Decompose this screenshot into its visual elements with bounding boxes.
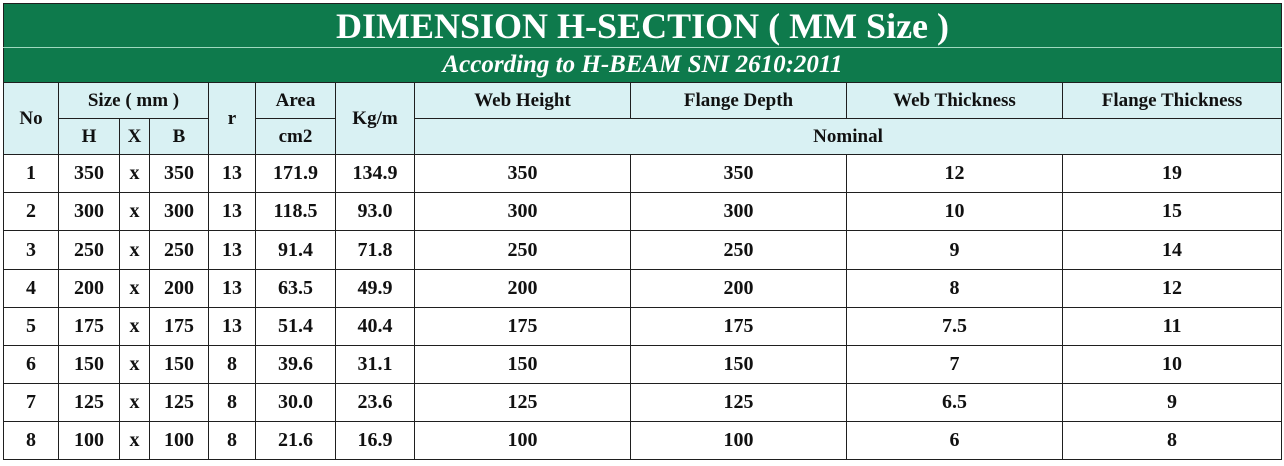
cell-kgm: 134.9 [336, 155, 415, 193]
cell-kgm: 49.9 [336, 269, 415, 307]
cell-kgm: 40.4 [336, 307, 415, 345]
cell-web-thickness: 7.5 [847, 307, 1063, 345]
cell-web-thickness: 6 [847, 421, 1063, 459]
table-row [4, 193, 1282, 231]
header-web-height: Web Height [415, 83, 631, 119]
cell-flange-depth: 150 [631, 345, 847, 383]
cell-x: x [120, 231, 150, 269]
cell-b: 200 [150, 269, 209, 307]
cell-kgm: 23.6 [336, 383, 415, 421]
cell-r: 13 [209, 155, 256, 193]
header-r: r [209, 83, 256, 155]
cell-area: 30.0 [256, 383, 336, 421]
table-row [4, 421, 1282, 459]
cell-h: 125 [59, 383, 120, 421]
cell-flange-depth: 350 [631, 155, 847, 193]
cell-area: 63.5 [256, 269, 336, 307]
cell-kgm: 16.9 [336, 421, 415, 459]
cell-no: 1 [4, 155, 59, 193]
cell-no: 5 [4, 307, 59, 345]
header-kgm: Kg/m [336, 83, 415, 155]
cell-web-thickness: 6.5 [847, 383, 1063, 421]
cell-kgm: 31.1 [336, 345, 415, 383]
cell-r: 8 [209, 345, 256, 383]
header-b: B [150, 119, 209, 155]
header-flange-thickness: Flange Thickness [1063, 83, 1282, 119]
cell-r: 13 [209, 231, 256, 269]
cell-flange-thickness: 12 [1063, 269, 1282, 307]
cell-web-height: 250 [415, 231, 631, 269]
cell-web-thickness: 7 [847, 345, 1063, 383]
cell-r: 13 [209, 307, 256, 345]
cell-web-height: 200 [415, 269, 631, 307]
cell-area: 171.9 [256, 155, 336, 193]
table-row [4, 383, 1282, 421]
cell-r: 8 [209, 383, 256, 421]
cell-no: 4 [4, 269, 59, 307]
cell-no: 8 [4, 421, 59, 459]
cell-r: 13 [209, 193, 256, 231]
cell-flange-thickness: 11 [1063, 307, 1282, 345]
cell-x: x [120, 269, 150, 307]
cell-no: 6 [4, 345, 59, 383]
cell-flange-thickness: 10 [1063, 345, 1282, 383]
table-row [4, 269, 1282, 307]
cell-web-height: 175 [415, 307, 631, 345]
cell-flange-thickness: 14 [1063, 231, 1282, 269]
cell-b: 125 [150, 383, 209, 421]
cell-web-height: 100 [415, 421, 631, 459]
header-h: H [59, 119, 120, 155]
cell-kgm: 71.8 [336, 231, 415, 269]
table-subtitle: According to H-BEAM SNI 2610:2011 [4, 48, 1282, 83]
cell-flange-depth: 300 [631, 193, 847, 231]
cell-x: x [120, 345, 150, 383]
header-area-unit: cm2 [256, 119, 336, 155]
cell-flange-thickness: 15 [1063, 193, 1282, 231]
table-body [4, 155, 1282, 460]
header-flange-depth: Flange Depth [631, 83, 847, 119]
cell-h: 175 [59, 307, 120, 345]
cell-b: 175 [150, 307, 209, 345]
cell-flange-depth: 100 [631, 421, 847, 459]
cell-h: 300 [59, 193, 120, 231]
cell-x: x [120, 383, 150, 421]
cell-flange-depth: 175 [631, 307, 847, 345]
cell-flange-thickness: 19 [1063, 155, 1282, 193]
table-row [4, 307, 1282, 345]
cell-b: 100 [150, 421, 209, 459]
cell-b: 300 [150, 193, 209, 231]
cell-area: 51.4 [256, 307, 336, 345]
cell-no: 2 [4, 193, 59, 231]
cell-web-thickness: 12 [847, 155, 1063, 193]
cell-kgm: 93.0 [336, 193, 415, 231]
header-x: X [120, 119, 150, 155]
cell-flange-thickness: 8 [1063, 421, 1282, 459]
cell-flange-thickness: 9 [1063, 383, 1282, 421]
cell-x: x [120, 307, 150, 345]
cell-h: 100 [59, 421, 120, 459]
cell-r: 8 [209, 421, 256, 459]
cell-x: x [120, 193, 150, 231]
cell-flange-depth: 125 [631, 383, 847, 421]
cell-b: 350 [150, 155, 209, 193]
table-row [4, 155, 1282, 193]
cell-h: 350 [59, 155, 120, 193]
cell-no: 3 [4, 231, 59, 269]
cell-area: 91.4 [256, 231, 336, 269]
cell-web-thickness: 8 [847, 269, 1063, 307]
cell-b: 250 [150, 231, 209, 269]
cell-flange-depth: 250 [631, 231, 847, 269]
cell-x: x [120, 421, 150, 459]
header-nominal: Nominal [415, 119, 1282, 155]
cell-web-thickness: 10 [847, 193, 1063, 231]
cell-flange-depth: 200 [631, 269, 847, 307]
cell-b: 150 [150, 345, 209, 383]
cell-area: 118.5 [256, 193, 336, 231]
cell-h: 250 [59, 231, 120, 269]
cell-r: 13 [209, 269, 256, 307]
table-title: DIMENSION H-SECTION ( MM Size ) [4, 4, 1282, 48]
header-web-thickness: Web Thickness [847, 83, 1063, 119]
h-section-table [3, 3, 1282, 460]
header-size: Size ( mm ) [59, 83, 209, 119]
header-area: Area [256, 83, 336, 119]
table-row [4, 231, 1282, 269]
cell-no: 7 [4, 383, 59, 421]
cell-web-height: 125 [415, 383, 631, 421]
cell-x: x [120, 155, 150, 193]
cell-web-height: 350 [415, 155, 631, 193]
header-no: No [4, 83, 59, 155]
table-row [4, 345, 1282, 383]
cell-area: 21.6 [256, 421, 336, 459]
cell-web-height: 150 [415, 345, 631, 383]
cell-area: 39.6 [256, 345, 336, 383]
cell-web-height: 300 [415, 193, 631, 231]
cell-h: 200 [59, 269, 120, 307]
cell-web-thickness: 9 [847, 231, 1063, 269]
cell-h: 150 [59, 345, 120, 383]
